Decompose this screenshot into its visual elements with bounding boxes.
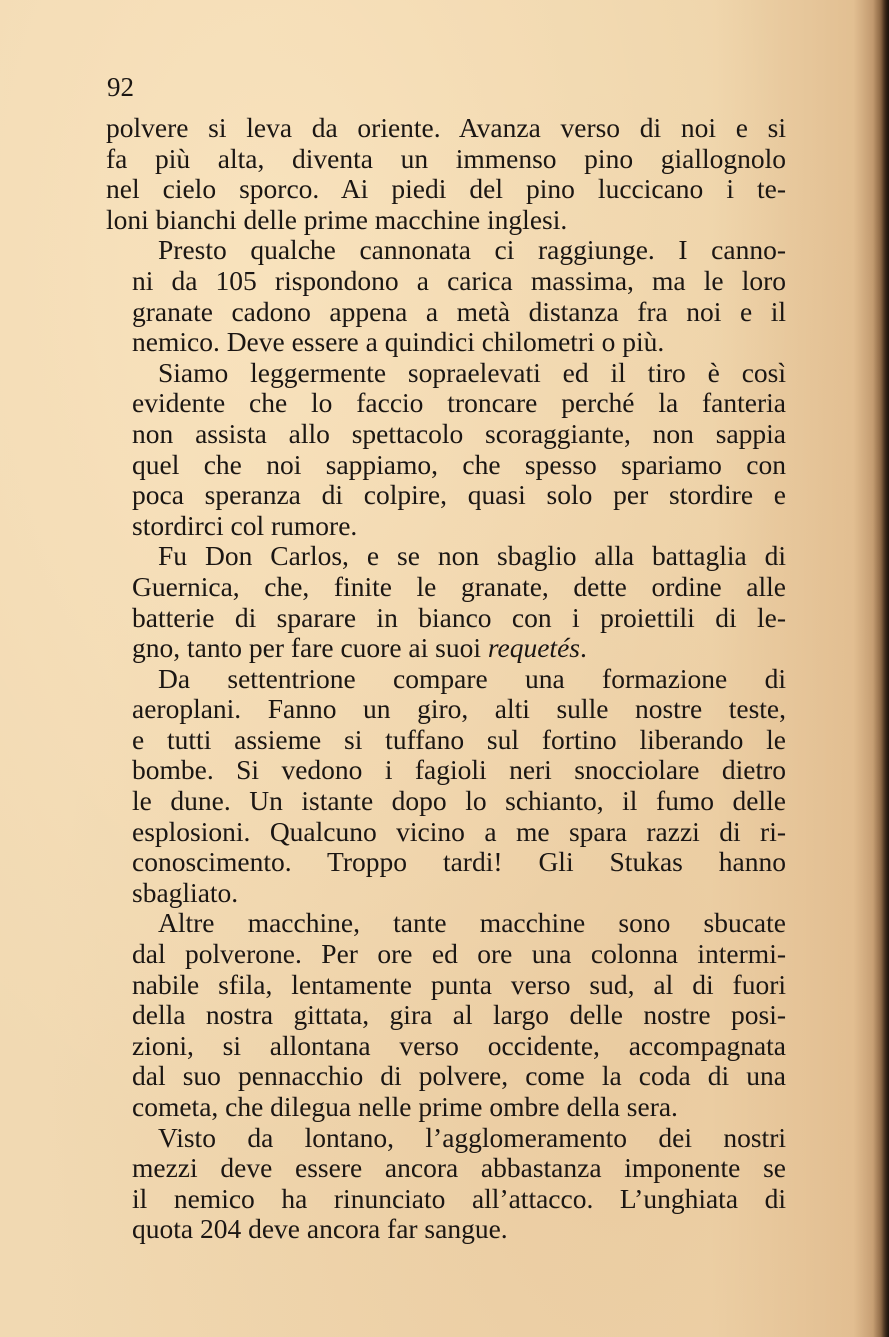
text-line: dal suo pennacchio di polvere, come la coda di una bbox=[132, 1060, 786, 1092]
paragraph bbox=[106, 908, 786, 1122]
text-line: Visto da lontano, l’agglomeramento dei nostri bbox=[158, 1121, 786, 1153]
paragraph bbox=[106, 541, 786, 663]
text-line: stordirci col rumore. bbox=[132, 509, 358, 541]
text-line: granate cadono appena a metà distanza fra noi e il bbox=[132, 295, 786, 327]
text-line bbox=[106, 633, 786, 664]
text-line: batterie di sparare in bianco con i proiettili di le- bbox=[132, 601, 786, 633]
text-line: evidente che lo faccio troncare perché la fanteria bbox=[132, 387, 786, 419]
text-line: cometa, che dilegua nelle prime ombre della sera. bbox=[132, 1091, 678, 1122]
paragraph bbox=[106, 1123, 786, 1245]
text-line: della nostra gittata, gira al largo delle nostre posi- bbox=[132, 999, 786, 1031]
text-line: Altre macchine, tante macchine sono sbucate bbox=[158, 907, 786, 939]
text-line: poca speranza di colpire, quasi solo per stordire e bbox=[132, 479, 786, 511]
text-line: mezzi deve essere ancora abbastanza imponente se bbox=[132, 1152, 786, 1184]
text-line: bombe. Si vedono i fagioli neri snocciolare dietro bbox=[132, 754, 786, 786]
text-line: le dune. Un istante dopo lo schianto, il fumo delle bbox=[132, 785, 786, 817]
text-line: sbagliato. bbox=[132, 876, 239, 908]
text-segment: . bbox=[580, 632, 587, 664]
text-line: ni da 105 rispondono a carica massima, ma le loro bbox=[132, 264, 786, 296]
text-line: nemico. Deve essere a quindici chilometri o più. bbox=[132, 326, 665, 358]
body-text bbox=[106, 113, 786, 1245]
text-line: Guernica, che, finite le granate, dette ordine alle bbox=[132, 570, 786, 602]
page-number: 92 bbox=[107, 72, 134, 102]
paragraph bbox=[106, 358, 786, 542]
page-spine-shadow bbox=[873, 0, 889, 1337]
text-line: il nemico ha rinunciato all’attacco. L’unghiata di bbox=[132, 1182, 786, 1214]
text-line: nel cielo sporco. Ai piedi del pino luccicano i te- bbox=[106, 173, 786, 205]
text-line: Presto qualche cannonata ci raggiunge. I canno- bbox=[158, 234, 786, 266]
text-line: aeroplani. Fanno un giro, alti sulle nostre teste, bbox=[132, 693, 786, 725]
text-line: fa più alta, diventa un immenso pino giallognolo bbox=[106, 142, 786, 174]
text-segment: gno, tanto per fare cuore ai suoi bbox=[132, 632, 488, 664]
text-line: nabile sfila, lentamente punta verso sud, al di fuori bbox=[132, 968, 786, 1000]
text-line: esplosioni. Qualcuno vicino a me spara razzi di ri- bbox=[132, 815, 786, 847]
text-line: conoscimento. Troppo tardi! Gli Stukas hanno bbox=[132, 846, 786, 878]
text-line: e tutti assieme si tuffano sul fortino liberando le bbox=[132, 723, 786, 755]
text-line: Da settentrione compare una formazione di bbox=[158, 662, 786, 694]
text-line: dal polverone. Per ore ed ore una colonna intermi- bbox=[132, 938, 786, 970]
paragraph bbox=[106, 235, 786, 357]
paragraph bbox=[106, 113, 786, 235]
paragraph bbox=[106, 664, 786, 909]
text-line: polvere si leva da oriente. Avanza verso di noi e si bbox=[106, 112, 786, 143]
text-line: non assista allo spettacolo scoraggiante, non sappia bbox=[132, 417, 786, 449]
italic-word: requetés bbox=[487, 632, 580, 664]
text-line: zioni, si allontana verso occidente, accompagnata bbox=[132, 1029, 786, 1061]
text-line: quota 204 deve ancora far sangue. bbox=[132, 1213, 508, 1245]
text-line: Fu Don Carlos, e se non sbaglio alla battaglia di bbox=[158, 540, 786, 572]
text-line: quel che noi sappiamo, che spesso spariamo con bbox=[132, 448, 786, 480]
text-line: loni bianchi delle prime macchine inglesi. bbox=[106, 203, 568, 235]
text-line: Siamo leggermente sopraelevati ed il tiro è così bbox=[158, 356, 786, 388]
